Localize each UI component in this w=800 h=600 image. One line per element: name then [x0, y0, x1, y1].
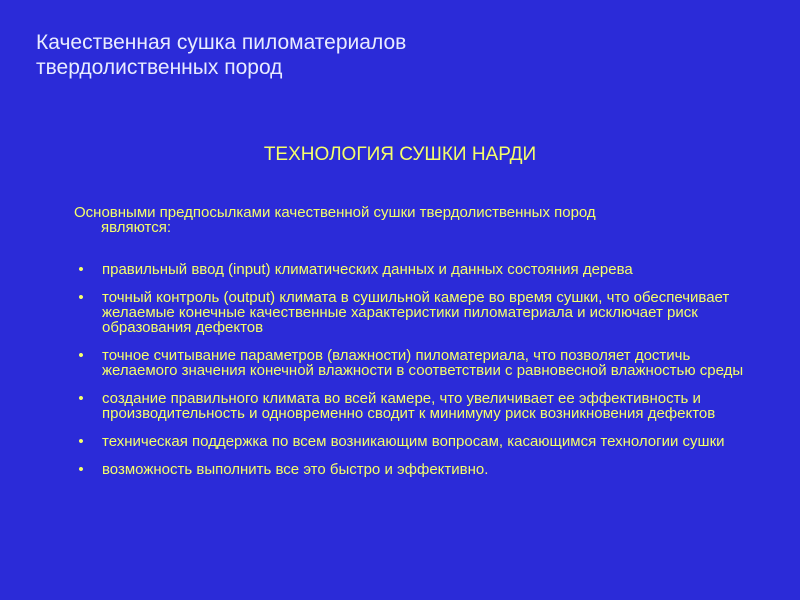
list-item-text: возможность выполнить все это быстро и эффективно. [102, 461, 489, 478]
list-item-text: точное считывание параметров (влажности) пиломатериала, что позволяет достичь желаемого значения конечной влажности в соответствии с равновесной влажностью среды [102, 347, 744, 379]
requirements-list [74, 262, 744, 477]
slide-title: Качественная сушка пиломатериалов твердолиственных пород [36, 31, 407, 79]
list-item-text: точный контроль (output) климата в сушильной камере во время сушки, что обеспечивает желаемые конечные качественные характеристики пиломатериала и исключает риск образования дефектов [102, 289, 730, 336]
list-item [74, 434, 744, 449]
list-item [74, 462, 744, 477]
bullet-icon: • [78, 433, 84, 450]
bullet-icon: • [78, 347, 84, 364]
intro-paragraph [74, 205, 734, 235]
intro-line-2: являются: [101, 219, 172, 236]
list-item-text: правильный ввод (input) климатических данных и данных состояния дерева [102, 261, 633, 278]
list-item [74, 391, 744, 421]
bullet-icon: • [78, 390, 84, 407]
technology-subtitle: ТЕХНОЛОГИЯ СУШКИ НАРДИ [263, 144, 537, 165]
list-item [74, 348, 744, 378]
list-item [74, 290, 744, 335]
bullet-icon: • [78, 261, 84, 278]
bullet-icon: • [78, 461, 84, 478]
intro-line-1: Основными предпосылками качественной сушки твердолиственных пород [74, 204, 596, 221]
list-item-text: техническая поддержка по всем возникающим вопросам, касающимся технологии сушки [102, 433, 725, 450]
list-item [74, 262, 744, 277]
list-item-text: создание правильного климата во всей камере, что увеличивает ее эффективность и производительность и одновременно сводит к минимуму риск возникновения дефектов [102, 390, 716, 422]
bullet-icon: • [78, 289, 84, 306]
